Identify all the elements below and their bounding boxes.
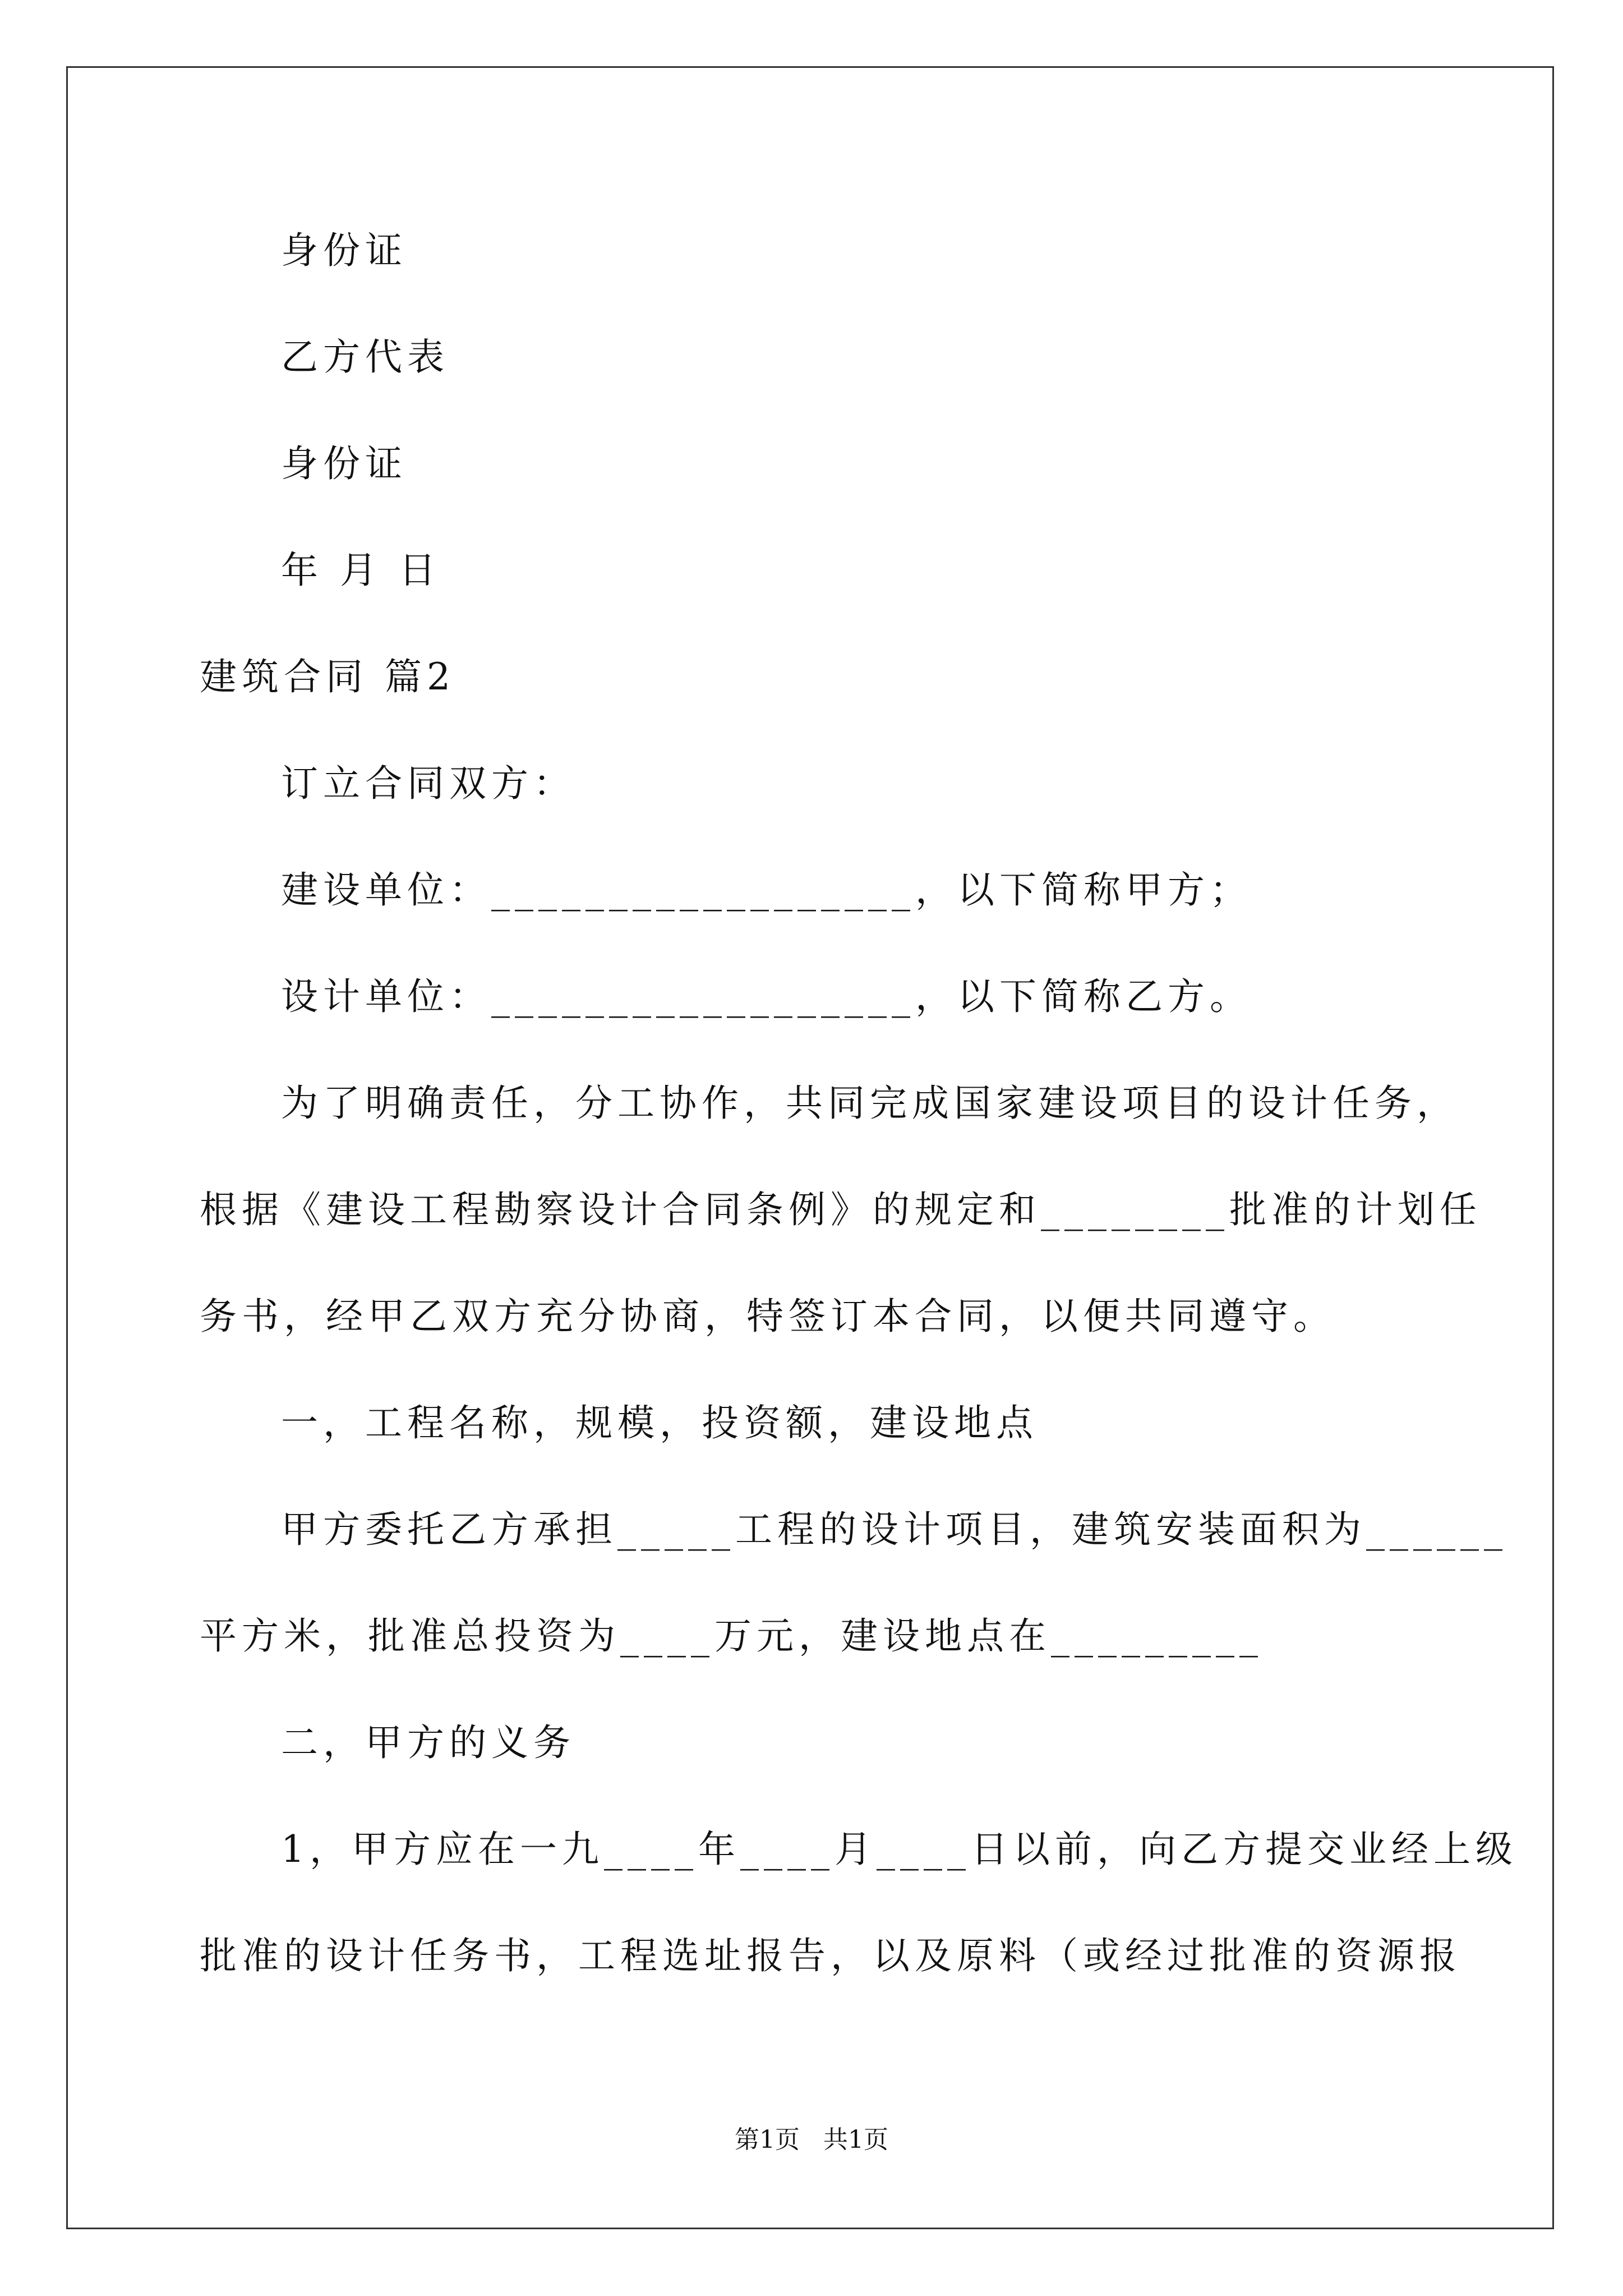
paragraph-line: 设计单位：__________________，以下简称乙方。 bbox=[281, 975, 1252, 1018]
paragraph-line: 为了明确责任，分工协作，共同完成国家建设项目的设计任务， bbox=[281, 1082, 1459, 1125]
paragraph-line: 平方米，批准总投资为____万元，建设地点在_________ bbox=[200, 1614, 1263, 1658]
signature-date: 年 月 日 bbox=[281, 549, 441, 592]
party-b-representative: 乙方代表 bbox=[281, 335, 449, 379]
clause-heading: 一，工程名称，规模，投资额，建设地点 bbox=[281, 1401, 1038, 1444]
paragraph-line: 根据《建设工程勘察设计合同条例》的规定和________批准的计划任 bbox=[200, 1188, 1482, 1231]
paragraph-line: 1，甲方应在一九____年____月____日以前，向乙方提交业经上级 bbox=[281, 1828, 1518, 1871]
paragraph-line: 务书，经甲乙双方充分协商，特签订本合同，以便共同遵守。 bbox=[200, 1295, 1335, 1338]
paragraph-line: 批准的设计任务书，工程选址报告，以及原料（或经过批准的资源报 bbox=[200, 1934, 1461, 1977]
page-border bbox=[66, 66, 1554, 2229]
paragraph-line: 甲方委托乙方承担_____工程的设计项目，建筑安装面积为______ bbox=[281, 1508, 1507, 1551]
page-footer: 第1页 共1页 bbox=[735, 2125, 888, 2154]
signature-id-card-1: 身份证 bbox=[281, 229, 407, 272]
paragraph-line: 订立合同双方： bbox=[281, 762, 575, 805]
paragraph-line: 建设单位：__________________，以下简称甲方； bbox=[281, 868, 1252, 912]
clause-heading: 二，甲方的义务 bbox=[281, 1721, 575, 1764]
section-heading: 建筑合同 篇2 bbox=[200, 655, 455, 698]
signature-id-card-2: 身份证 bbox=[281, 442, 407, 485]
